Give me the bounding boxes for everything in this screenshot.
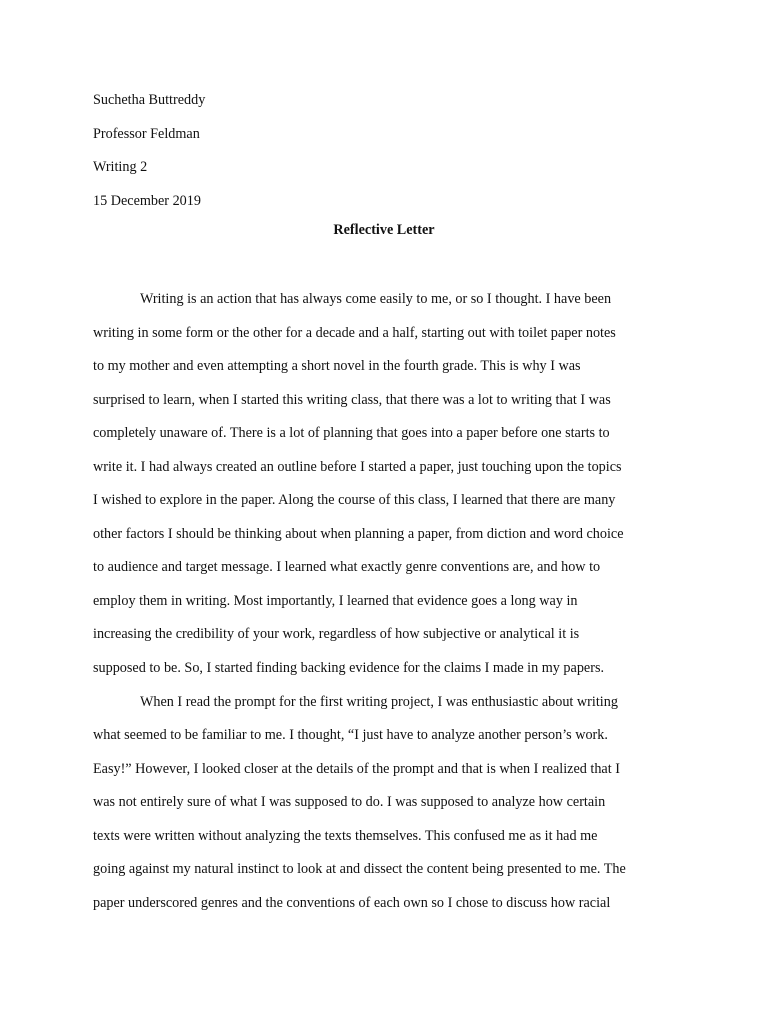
paragraph-line: increasing the credibility of your work, regardless of how subjective or analytical it is [93, 626, 580, 643]
paragraph-line: was not entirely sure of what I was supposed to do. I was supposed to analyze how certain [93, 794, 606, 811]
paragraph-line: other factors I should be thinking about when planning a paper, from diction and word choice [93, 525, 624, 542]
document-title: Reflective Letter [333, 222, 435, 238]
paragraph-line: going against my natural instinct to look at and dissect the content being presented to me. The [93, 861, 626, 878]
paragraph-line: write it. I had always created an outline before I started a paper, just touching upon the topics [93, 458, 622, 475]
course-name: Writing 2 [93, 159, 148, 175]
document-body [93, 283, 683, 920]
paragraph-line: supposed to be. So, I started finding backing evidence for the claims I made in my papers. [93, 660, 605, 677]
paragraph-line: I wished to explore in the paper. Along the course of this class, I learned that there are many [93, 492, 616, 509]
paragraph-line: When I read the prompt for the first writing project, I was enthusiastic about writing [140, 693, 618, 710]
document-header [93, 84, 693, 218]
paragraph-line: completely unaware of. There is a lot of planning that goes into a paper before one starts to [93, 425, 610, 442]
author-name: Suchetha Buttreddy [93, 92, 206, 108]
paragraph-line: surprised to learn, when I started this writing class, that there was a lot to writing that I was [93, 391, 611, 408]
paragraph-line: texts were written without analyzing the texts themselves. This confused me as it had me [93, 827, 598, 844]
instructor-name: Professor Feldman [93, 125, 200, 142]
paragraph-line: Easy!” However, I looked closer at the details of the prompt and that is when I realized that I [93, 760, 620, 777]
paragraph-line: to audience and target message. I learned what exactly genre conventions are, and how to [93, 559, 601, 576]
paragraph-line: to my mother and even attempting a short novel in the fourth grade. This is why I was [93, 358, 581, 375]
paragraph-line: what seemed to be familiar to me. I thought, “I just have to analyze another person’s work. [93, 727, 608, 744]
document-date: 15 December 2019 [93, 192, 201, 209]
paragraph-line: employ them in writing. Most importantly, I learned that evidence goes a long way in [93, 592, 578, 609]
paragraph-line: Writing is an action that has always come easily to me, or so I thought. I have been [140, 291, 612, 307]
paragraph-line: paper underscored genres and the conventions of each own so I chose to discuss how racial [93, 894, 611, 911]
paragraph-line: writing in some form or the other for a decade and a half, starting out with toilet paper notes [93, 324, 616, 341]
